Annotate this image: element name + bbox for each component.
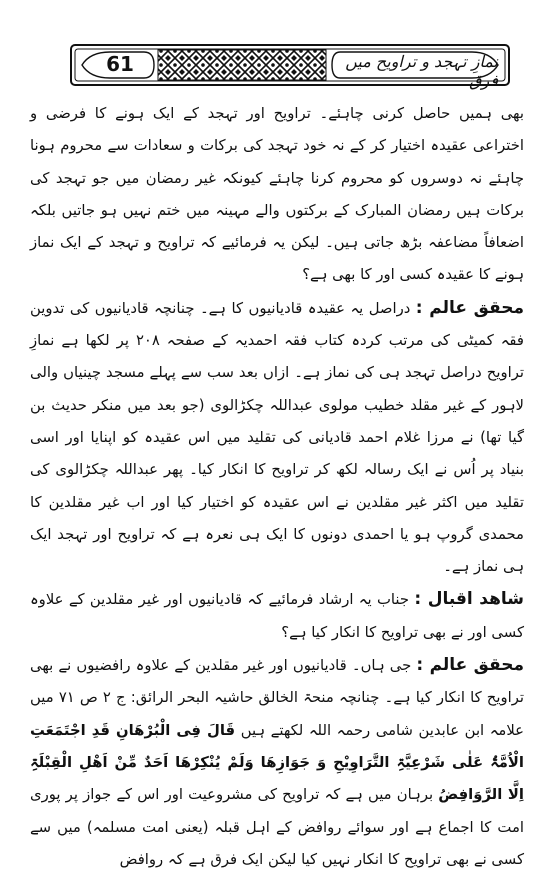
page-header [70, 44, 510, 90]
page-number: 61 [106, 52, 134, 76]
speaker-label: محقق عالم : [416, 655, 524, 676]
running-title: نمازِ تہجد و تراویح میں فرق [345, 52, 498, 90]
paragraph-muhaqqiq-2 [30, 649, 524, 876]
paragraph-text: جناب یہ ارشاد فرمائیے کہ قادیانیوں اور غیر مقلدین کے علاوہ کسی اور نے بھی تراویح کا انکار کیا ہے؟ [30, 591, 524, 641]
paragraph-text: بھی ہمیں حاصل کرنی چاہئے۔ تراویح اور تہجد کے ایک ہونے کا فرضی و اختراعی عقیدہ اختیار کر کے نہ خود تہجد کی برکات و سعادات سے محروم ہونا چاہئے نہ دوسروں کو محروم کرنا چاہئے کیونکہ غیر رمضان میں جو تہجد کی برکات ہیں رمضان المبارک کے برکتوں والے مہینہ میں ختم نہیں ہو جاتیں بلکہ اضعافاً مضاعفہ بڑھ جاتی ہیں۔ لیکن یہ فرمائیے کہ تراویح و تہجد کے ایک نماز ہونے کا عقیدہ کسی اور کا بھی ہے؟ [30, 105, 524, 284]
paragraph-text-continued: برہان میں ہے کہ تراویح کی مشروعیت اور اس کے جواز پر پوری امت کا اجماع ہے اور سوائے روافض کے اہل قبلہ (یعنی امت مسلمہ) میں سے کسی نے بھی تراویح کا انکار نہیں کیا لیکن ایک فرق ہے کہ روافض [30, 786, 524, 868]
page-body [30, 98, 524, 866]
paragraph-intro [30, 98, 524, 292]
speaker-label: محقق عالم : [415, 297, 524, 318]
paragraph-text: دراصل یہ عقیدہ قادیانیوں کا ہے۔ چنانچہ قادیانیوں کی تدوین فقہ کمیٹی کی مرتب کردہ کتاب فقہ احمدیہ کے صفحہ ۲۰۸ پر لکھا ہے نمازِ تراویح دراصل تہجد ہی کی نماز ہے۔ ازاں بعد سب سے پہلے مسجد چینیاں والی لاہور کے غیر مقلد خطیب مولوی عبداللہ چکڑالوی (جو بعد میں منکر حدیث بن گیا تھا) نے مرزا غلام احمد قادیانی کی تقلید میں اس عقیدہ کو اپنایا اور اسی بنیاد پر اُس نے ایک رسالہ لکھ کر تراویح کا انکار کیا۔ پھر عبداللہ چکڑالوی کی تقلید میں اکثر غیر مقلدین نے اس عقیدہ کو اختیار کیا اور اب غیر مقلدین کا محمدی گروپ ہو یا احمدی دونوں کا ایک ہی نعرہ ہے کہ تراویح اور تہجد ایک ہی نماز ہے۔ [30, 299, 524, 576]
speaker-label: شاھد اقبال : [414, 589, 525, 610]
arabic-quotation: قَالَ فِی الْبُرْھَانِ قَدِ اجْتَمَعَتِ الْاُمَّۃُ عَلٰی شَرْعِیَّۃِ التَّرَاوِیْحِ وَ جَوَازِھَا وَلَمْ یُنْکِرْھَا اَحَدٌ مِّنْ اَھْلِ الْقِبْلَۃِ اِلَّا الرَّوَافِضُ [30, 721, 524, 804]
paragraph-muhaqqiq-1 [30, 292, 524, 584]
paragraph-shahid-question [30, 583, 524, 649]
paragraph-text: جی ہاں۔ قادیانیوں اور غیر مقلدین کے علاوہ رافضیوں نے بھی تراویح کا انکار کیا ہے۔ چنانچہ منحۃ الخالق حاشیہ البحر الرائق: ج ۲ ص ۷۱ میں علامہ ابن عابدین شامی رحمہ اللہ لکھتے ہیں [30, 657, 525, 739]
